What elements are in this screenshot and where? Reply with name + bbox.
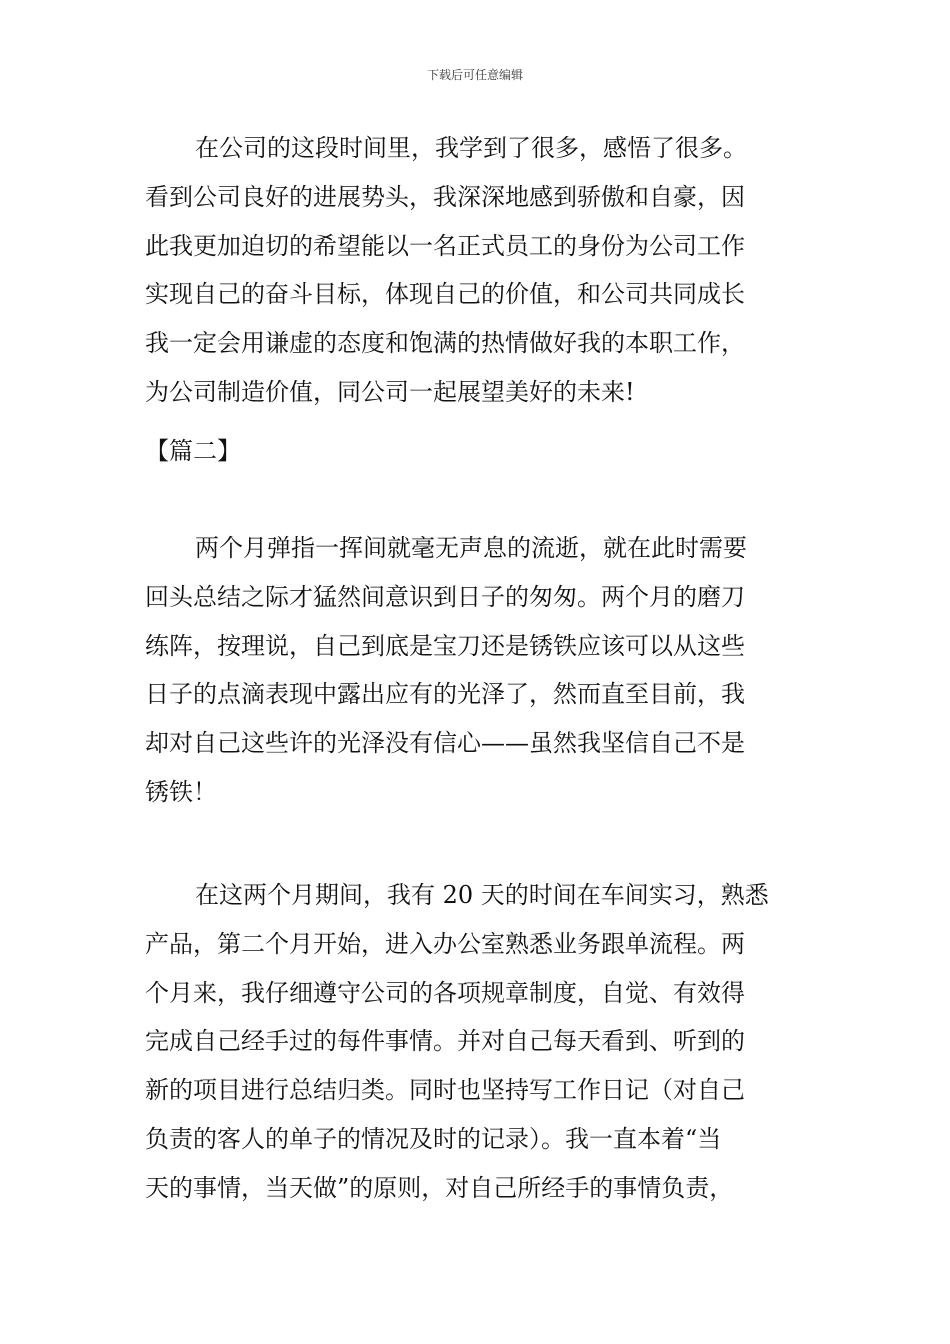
paragraph-1-line: 为公司制造价值，同公司一起展望美好的未来! xyxy=(145,377,635,406)
paragraph-1-line: 在公司的这段时间里，我学到了很多，感悟了很多。 xyxy=(195,134,747,162)
paragraph-2-line: 练阵，按理说，自己到底是宝刀还是锈铁应该可以从这些 xyxy=(145,631,745,660)
paragraph-2-line: 回头总结之际才猛然间意识到日子的匆匆。两个月的磨刀 xyxy=(145,582,745,611)
page-header: 下载后可任意编辑 xyxy=(426,68,523,82)
paragraph-3-line: 天的事情，当天做”的原则，对自己所经手的事情负责， xyxy=(145,1173,734,1202)
paragraph-1-line: 看到公司良好的进展势头，我深深地感到骄傲和自豪，因 xyxy=(145,182,745,211)
paragraph-3-line: 新的项目进行总结归类。同时也坚持写工作日记（对自己 xyxy=(145,1076,745,1105)
paragraph-3-line: 完成自己经手过的每件事情。并对自己每天看到、听到的 xyxy=(145,1027,745,1056)
paragraph-2-line: 锈铁！ xyxy=(145,777,217,806)
paragraph-3-line: 个月来，我仔细遵守公司的各项规章制度，自觉、有效得 xyxy=(145,978,745,1007)
paragraph-1 xyxy=(145,124,810,417)
paragraph-3-line: 负责的客人的单子的情况及时的记录）。我一直本着“当 xyxy=(145,1124,722,1153)
paragraph-1-line: 实现自己的奋斗目标，体现自己的价值，和公司共同成长 xyxy=(145,280,745,309)
paragraph-1-line: 我一定会用谦虚的态度和饱满的热情做好我的本职工作， xyxy=(145,329,745,358)
paragraph-2-line: 日子的点滴表现中露出应有的光泽了，然而直至目前，我 xyxy=(145,680,745,709)
paragraph-2-line: 却对自己这些许的光泽没有信心——虽然我坚信自己不是 xyxy=(145,729,745,758)
paragraph-2 xyxy=(145,524,810,817)
paragraph-2-line: 两个月弹指一挥间就毫无声息的流逝，就在此时需要 xyxy=(195,534,747,562)
paragraph-3-line: 产品，第二个月开始，进入办公室熟悉业务跟单流程。两 xyxy=(145,929,745,958)
paragraph-3 xyxy=(145,871,810,1213)
paragraph-3-line: 在这两个月期间，我有 20 天的时间在车间实习，熟悉 xyxy=(195,881,769,909)
section-heading: 【篇二】 xyxy=(145,437,241,465)
paragraph-1-line: 此我更加迫切的希望能以一名正式员工的身份为公司工作 xyxy=(145,231,745,260)
